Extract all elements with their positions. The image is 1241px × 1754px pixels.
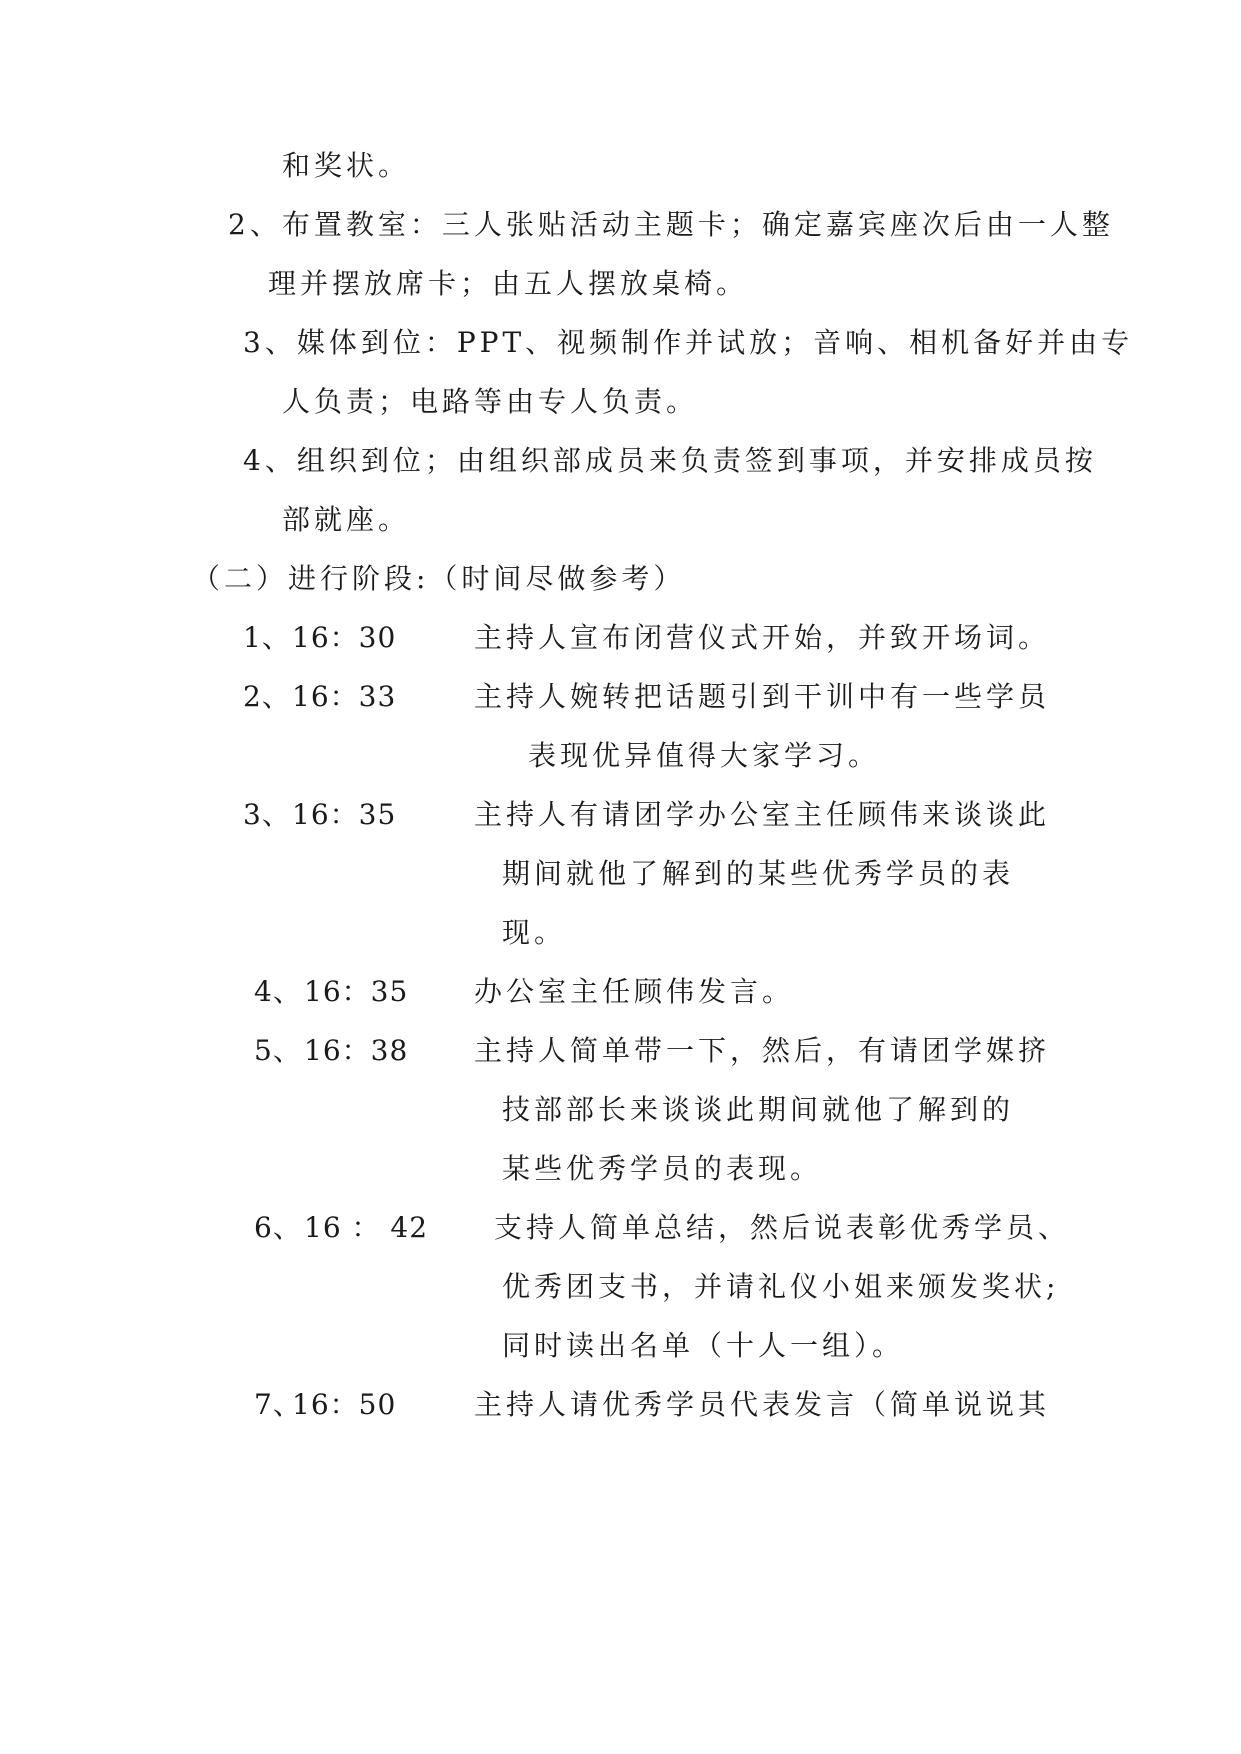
schedule-text-3-2: 期间就他了解到的某些优秀学员的表 xyxy=(502,857,1015,890)
prep-line-4: 3、媒体到位：PPT、视频制作并试放；音响、相机备好并由专 xyxy=(243,326,1134,359)
schedule-num-4: 4、 xyxy=(254,975,302,1008)
schedule-num-7: 7、 xyxy=(254,1388,302,1421)
prep-line-5: 人负责；电路等由专人负责。 xyxy=(282,385,699,418)
schedule-text-5-1: 主持人简单带一下，然后，有请团学媒挤 xyxy=(474,1034,1051,1067)
schedule-num-3: 3、 xyxy=(243,798,291,831)
schedule-text-6-3: 同时读出名单（十人一组）。 xyxy=(502,1329,905,1362)
schedule-text-3-3: 现。 xyxy=(502,916,567,949)
schedule-text-2-2: 表现优异值得大家学习。 xyxy=(528,739,881,772)
prep-line-1: 和奖状。 xyxy=(282,149,411,182)
schedule-num-6: 6、 xyxy=(254,1211,302,1244)
schedule-text-1-1: 主持人宣布闭营仪式开始，并致开场词。 xyxy=(474,621,1051,654)
schedule-time-2: 16：33 xyxy=(292,680,397,713)
schedule-num-5: 5、 xyxy=(254,1034,302,1067)
schedule-time-5: 16：38 xyxy=(304,1034,409,1067)
schedule-text-6-1: 支持人简单总结，然后说表彰优秀学员、 xyxy=(494,1211,1071,1244)
schedule-time-6: 16 ： 42 xyxy=(304,1211,429,1244)
schedule-text-4-1: 办公室主任顾伟发言。 xyxy=(474,975,795,1008)
schedule-time-3: 16：35 xyxy=(292,798,397,831)
prep-line-3: 理并摆放席卡；由五人摆放桌椅。 xyxy=(268,267,749,300)
schedule-num-1: 1、 xyxy=(243,621,291,654)
schedule-time-1: 16：30 xyxy=(292,621,397,654)
schedule-text-2-1: 主持人婉转把话题引到干训中有一些学员 xyxy=(474,680,1051,713)
prep-line-6: 4、组织到位；由组织部成员来负责签到事项，并安排成员按 xyxy=(243,444,1097,477)
schedule-text-7-1: 主持人请优秀学员代表发言（简单说说其 xyxy=(474,1388,1051,1421)
schedule-text-6-2: 优秀团支书，并请礼仪小姐来颁发奖状; xyxy=(502,1270,1060,1303)
prep-line-7: 部就座。 xyxy=(282,503,411,536)
schedule-text-5-2: 技部部长来谈谈此期间就他了解到的 xyxy=(502,1093,1015,1126)
schedule-num-2: 2、 xyxy=(243,680,291,713)
prep-line-2: 2、布置教室：三人张贴活动主题卡；确定嘉宾座次后由一人整 xyxy=(228,208,1114,241)
schedule-text-3-1: 主持人有请团学办公室主任顾伟来谈谈此 xyxy=(474,798,1051,831)
stage-heading: （二）进行阶段:（时间尽做参考） xyxy=(192,562,686,595)
schedule-time-4: 16：35 xyxy=(304,975,409,1008)
schedule-time-7: 16：50 xyxy=(292,1388,397,1421)
schedule-text-5-3: 某些优秀学员的表现。 xyxy=(502,1152,823,1185)
